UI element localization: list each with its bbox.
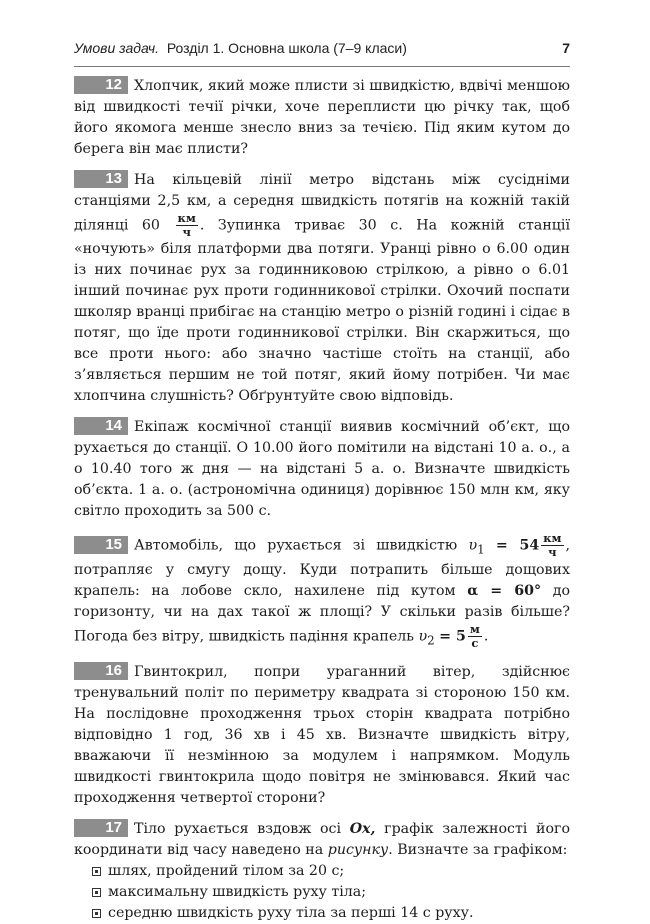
figure-reference: рисунку	[327, 841, 389, 858]
problem-number-badge: 12	[74, 76, 128, 94]
fraction-numerator: км	[543, 531, 562, 545]
problem-text: Тіло рухається вздовж осі	[134, 820, 341, 837]
velocity-subscript: 1	[477, 542, 485, 557]
header-divider	[74, 66, 570, 67]
problem-16	[74, 662, 570, 809]
fraction-numerator: м	[469, 622, 480, 637]
problems-list	[74, 76, 570, 924]
problem-text: . Зупинка триває 30 с. На кожній станції «ночують» біля платформи два потяги. Уранці рівно о 6.00 один із них починає рух за годинниковою стрілкою, а рівно о 6.01 інший починає рух проти годинникової стрілки. Охочий поспати школяр вранці прибігає на станцію метро о різній годині і сідає в потяг, що їде проти годинникової стрілки. Він скаржиться, що все проти нього: або значно частіше стоїть на станції, або з’являється першим не той потяг, який йому потрібен. Чи має хлопчина слушність? Обґрунтуйте свою відповідь.	[74, 217, 571, 404]
problem-number-badge: 16	[74, 662, 128, 680]
list-item-text: середню швидкість руху тіла за перші 14 с руху.	[108, 904, 474, 921]
fraction-km-per-h	[541, 532, 563, 559]
velocity-symbol: υ	[418, 628, 428, 645]
problem-12	[74, 76, 570, 160]
page-number: 7	[562, 40, 570, 56]
problem-number-badge: 15	[74, 536, 128, 554]
list-item	[92, 861, 570, 882]
page-header	[74, 40, 570, 56]
velocity-value: = 5	[439, 628, 466, 645]
problem-text: Екіпаж космічної станції виявив космічний об’єкт, що рухається до станції. О 10.00 його помітили на відстані 10 а. о., а о 10.40 того ж дня — на відстані 5 а. о. Визначте швидкість об’єкта. 1 а. о. (астрономічна одиниця) дорівнює 150 млн км, яку світло проходить за 500 с.	[74, 419, 570, 519]
axis-label: Ox,	[349, 820, 376, 837]
problem-text: На кільцевій лінії метро відстань між сусідніми станціями 2,5 км, а середня швидкість потягів на кожній такій ділянці 60	[74, 172, 570, 234]
list-item	[92, 903, 570, 924]
problem-number-badge: 17	[74, 819, 128, 837]
problem-text: до горизонту, чи на дах такої ж площі? У скільки разів більше? Погода без вітру, швидкість падіння крапель	[74, 583, 571, 645]
problem-text: . Визначте за графіком:	[388, 841, 568, 858]
checkbox-bullet-icon	[92, 888, 101, 897]
checkbox-bullet-icon	[92, 909, 101, 918]
fraction-denominator: ч	[182, 225, 191, 239]
problem-text: .	[483, 628, 489, 645]
problem-number-badge: 13	[74, 170, 128, 188]
problem-text: , потрапляє у смугу дощу. Куди потрапить більше дощових крапель: на лобове скло, нахилене під кутом	[74, 537, 571, 600]
header-chapter: Розділ 1. Основна школа (7–9 класи)	[166, 40, 407, 56]
problem-number-badge: 14	[74, 417, 128, 435]
task-items-list	[74, 861, 570, 924]
checkbox-bullet-icon	[92, 867, 101, 876]
problem-13	[74, 170, 570, 407]
fraction-m-per-s	[468, 623, 482, 650]
problem-text: Хлопчик, який може плисти зі швидкістю, вдвічі меншою від швидкості течії річки, хоче переплисти цю річку так, щоб його якомога менше знесло вниз за течією. Під яким кутом до берега він має плисти?	[74, 78, 570, 157]
header-section: Умови задач.	[74, 40, 160, 56]
problem-14	[74, 417, 570, 522]
list-item-text: максимальну швидкість руху тіла;	[108, 883, 367, 900]
list-item-text: шлях, пройдений тілом за 20 с;	[108, 862, 345, 879]
problem-text: Гвинтокрил, попри ураганний вітер, здійснює тренувальний політ по периметру квадрата зі стороною 150 км. На послідовне проходження трьох сторін квадрата потрібно відповідно 1 год, 36 хв і 45 хв. Визначте швидкість вітру, вважаючи її незмінною за модулем і напрямком. Модуль швидкості гвинтокрила щодо повітря не змінювався. Який час проходження четвертої сторони?	[74, 663, 570, 806]
problem-text: Автомобіль, що рухається зі швидкістю	[134, 537, 458, 554]
angle-value: α = 60°	[467, 583, 542, 600]
problem-17	[74, 819, 570, 924]
velocity-value: = 54	[495, 537, 540, 554]
fraction-denominator: с	[471, 636, 479, 651]
fraction-km-per-h	[176, 212, 198, 239]
velocity-subscript: 2	[427, 633, 435, 648]
problem-text: графік залежності його координати від часу наведено на	[74, 820, 570, 858]
fraction-numerator: км	[177, 211, 196, 225]
problem-15	[74, 532, 570, 652]
velocity-symbol: υ	[468, 537, 478, 554]
fraction-denominator: ч	[548, 545, 557, 559]
